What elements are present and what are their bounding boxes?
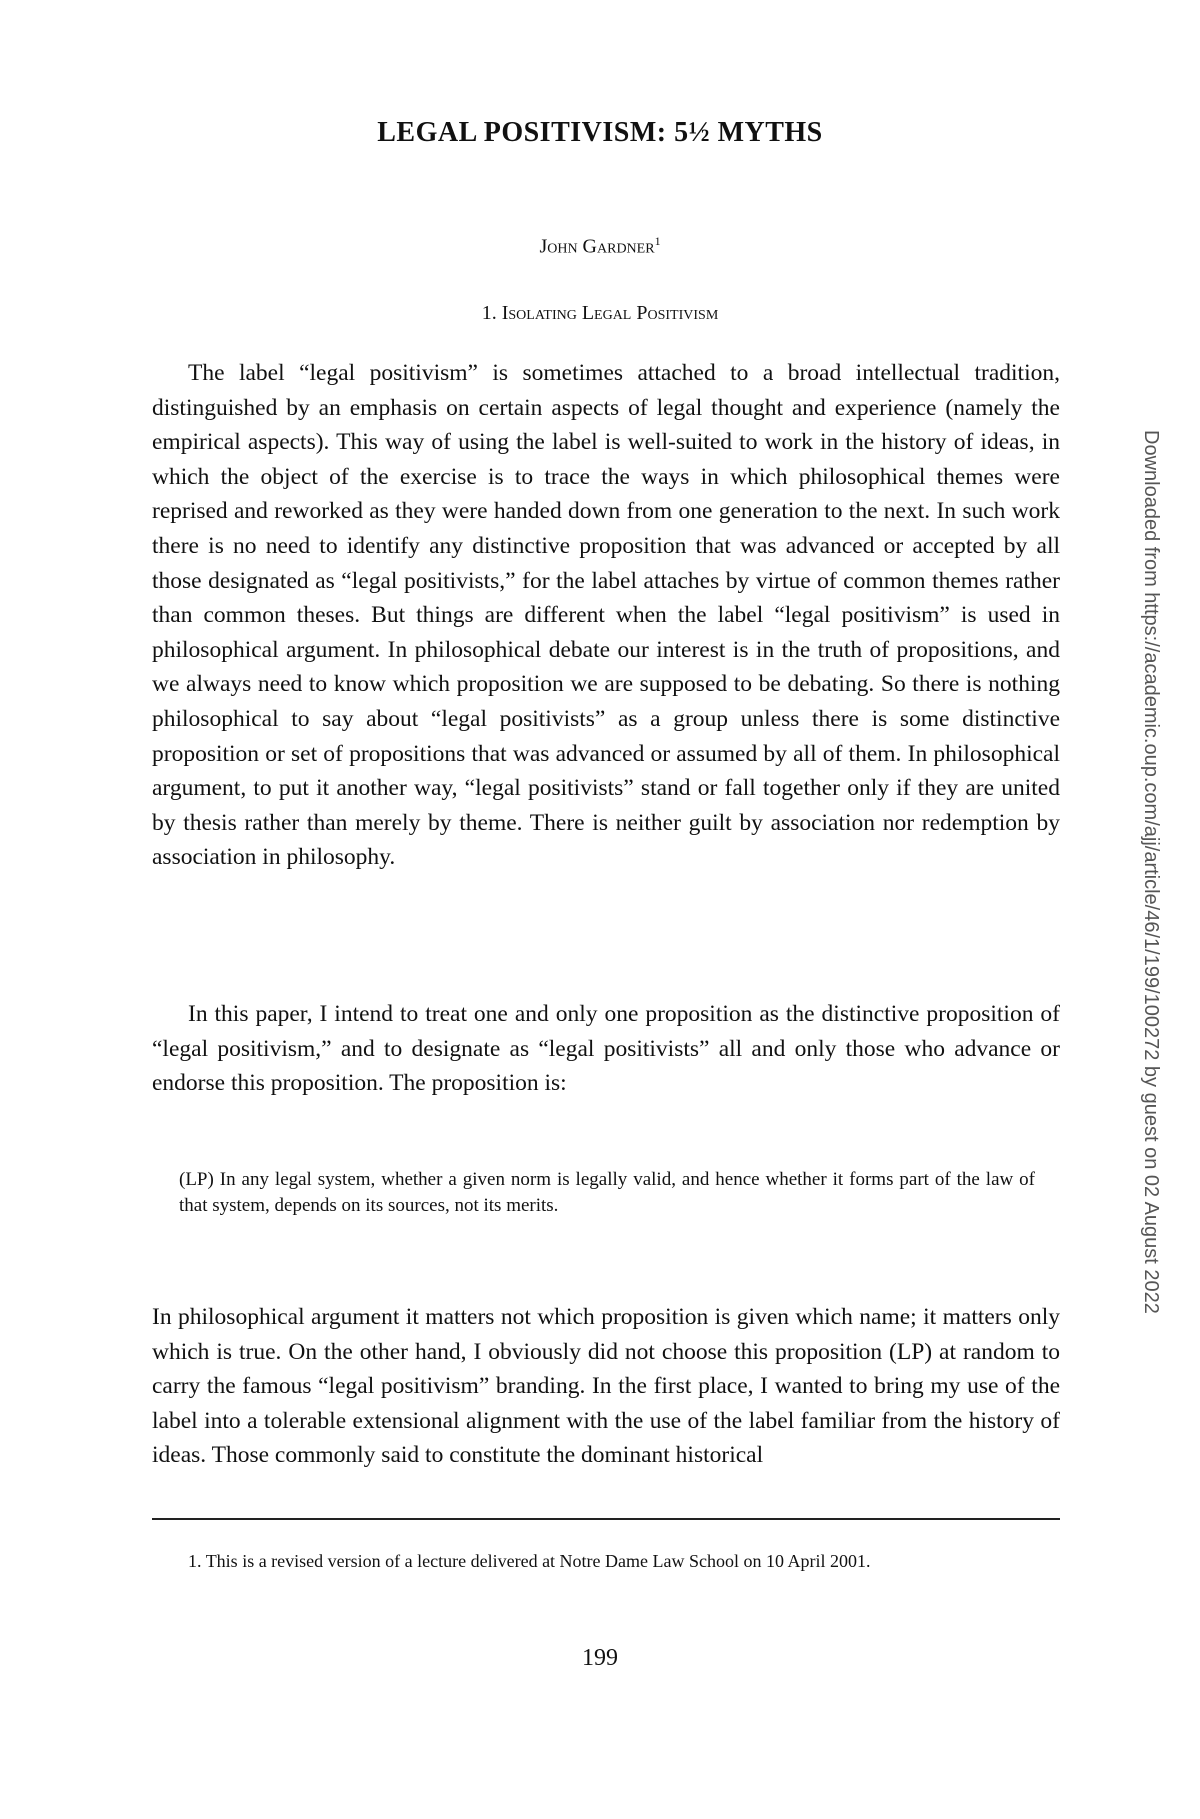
footnote-number: 1. (188, 1551, 202, 1571)
paragraph-text: In this paper, I intend to treat one and only one proposition as the distinctive proposition of “legal positivism,” and to designate as “legal positivists” all and only those who advance or endorse this proposition. The proposition is: (152, 1001, 1060, 1097)
page-number: 199 (582, 1645, 618, 1671)
body-paragraph-3 (152, 1300, 1060, 1473)
section-heading: 1. Isolating Legal Positivism (481, 302, 719, 324)
block-quote-lp: (LP) In any legal system, whether a given norm is legally valid, and hence whether it forms part of the law of that system, depends on its sources, not its merits. (179, 1169, 1035, 1216)
author-name (0, 234, 1200, 259)
body-paragraph-2 (152, 997, 1060, 1101)
author-text: John Gardner (539, 235, 655, 258)
article-title: LEGAL POSITIVISM: 5½ MYTHS (377, 117, 823, 148)
footnote-divider (152, 1518, 1060, 1520)
body-paragraph-1 (152, 356, 1060, 875)
author-footnote-mark[interactable]: 1 (654, 234, 661, 248)
download-watermark: Downloaded from https://academic.oup.com/ajj/article/46/1/199/100272 by guest on 02 August 2022 (1140, 430, 1162, 1314)
footnote-text: This is a revised version of a lecture delivered at Notre Dame Law School on 10 April 2001. (205, 1551, 871, 1571)
paragraph-text: The label “legal positivism” is sometimes attached to a broad intellectual tradition, distinguished by an emphasis on certain aspects of legal thought and experience (namely the empirical aspects). This way of using the label is well-suited to work in the history of ideas, in which the object of the exercise is to trace the ways in which philosophical themes were reprised and reworked as they were handed down from one generation to the next. In such work there is no need to identify any distinctive proposition that was advanced or accepted by all those designated as “legal positivists,” for the label attaches by virtue of common themes rather than common theses. But things are different when the label “legal positivism” is used in philosophical argument. In philosophical debate our interest is in the truth of propositions, and we always need to know which proposition we are supposed to be debating. So there is nothing philosophical to say about “legal positivists” as a group unless there is some distinctive proposition or set of propositions that was advanced or assumed by all of them. In philosophical argument, to put it another way, “legal positivists” stand or fall together only if they are united by thesis rather than merely by theme. There is neither guilt by association nor redemption by association in philosophy. (152, 360, 1060, 871)
paragraph-text: In philosophical argument it matters not which proposition is given which name; it matters only which is true. On the other hand, I obviously did not choose this proposition (LP) at random to carry the famous “legal positivism” branding. In the first place, I wanted to bring my use of the label into a tolerable extensional alignment with the use of the label familiar from the history of ideas. Those commonly said to constitute the dominant historical (152, 1304, 1060, 1469)
footnote (152, 1547, 1060, 1575)
